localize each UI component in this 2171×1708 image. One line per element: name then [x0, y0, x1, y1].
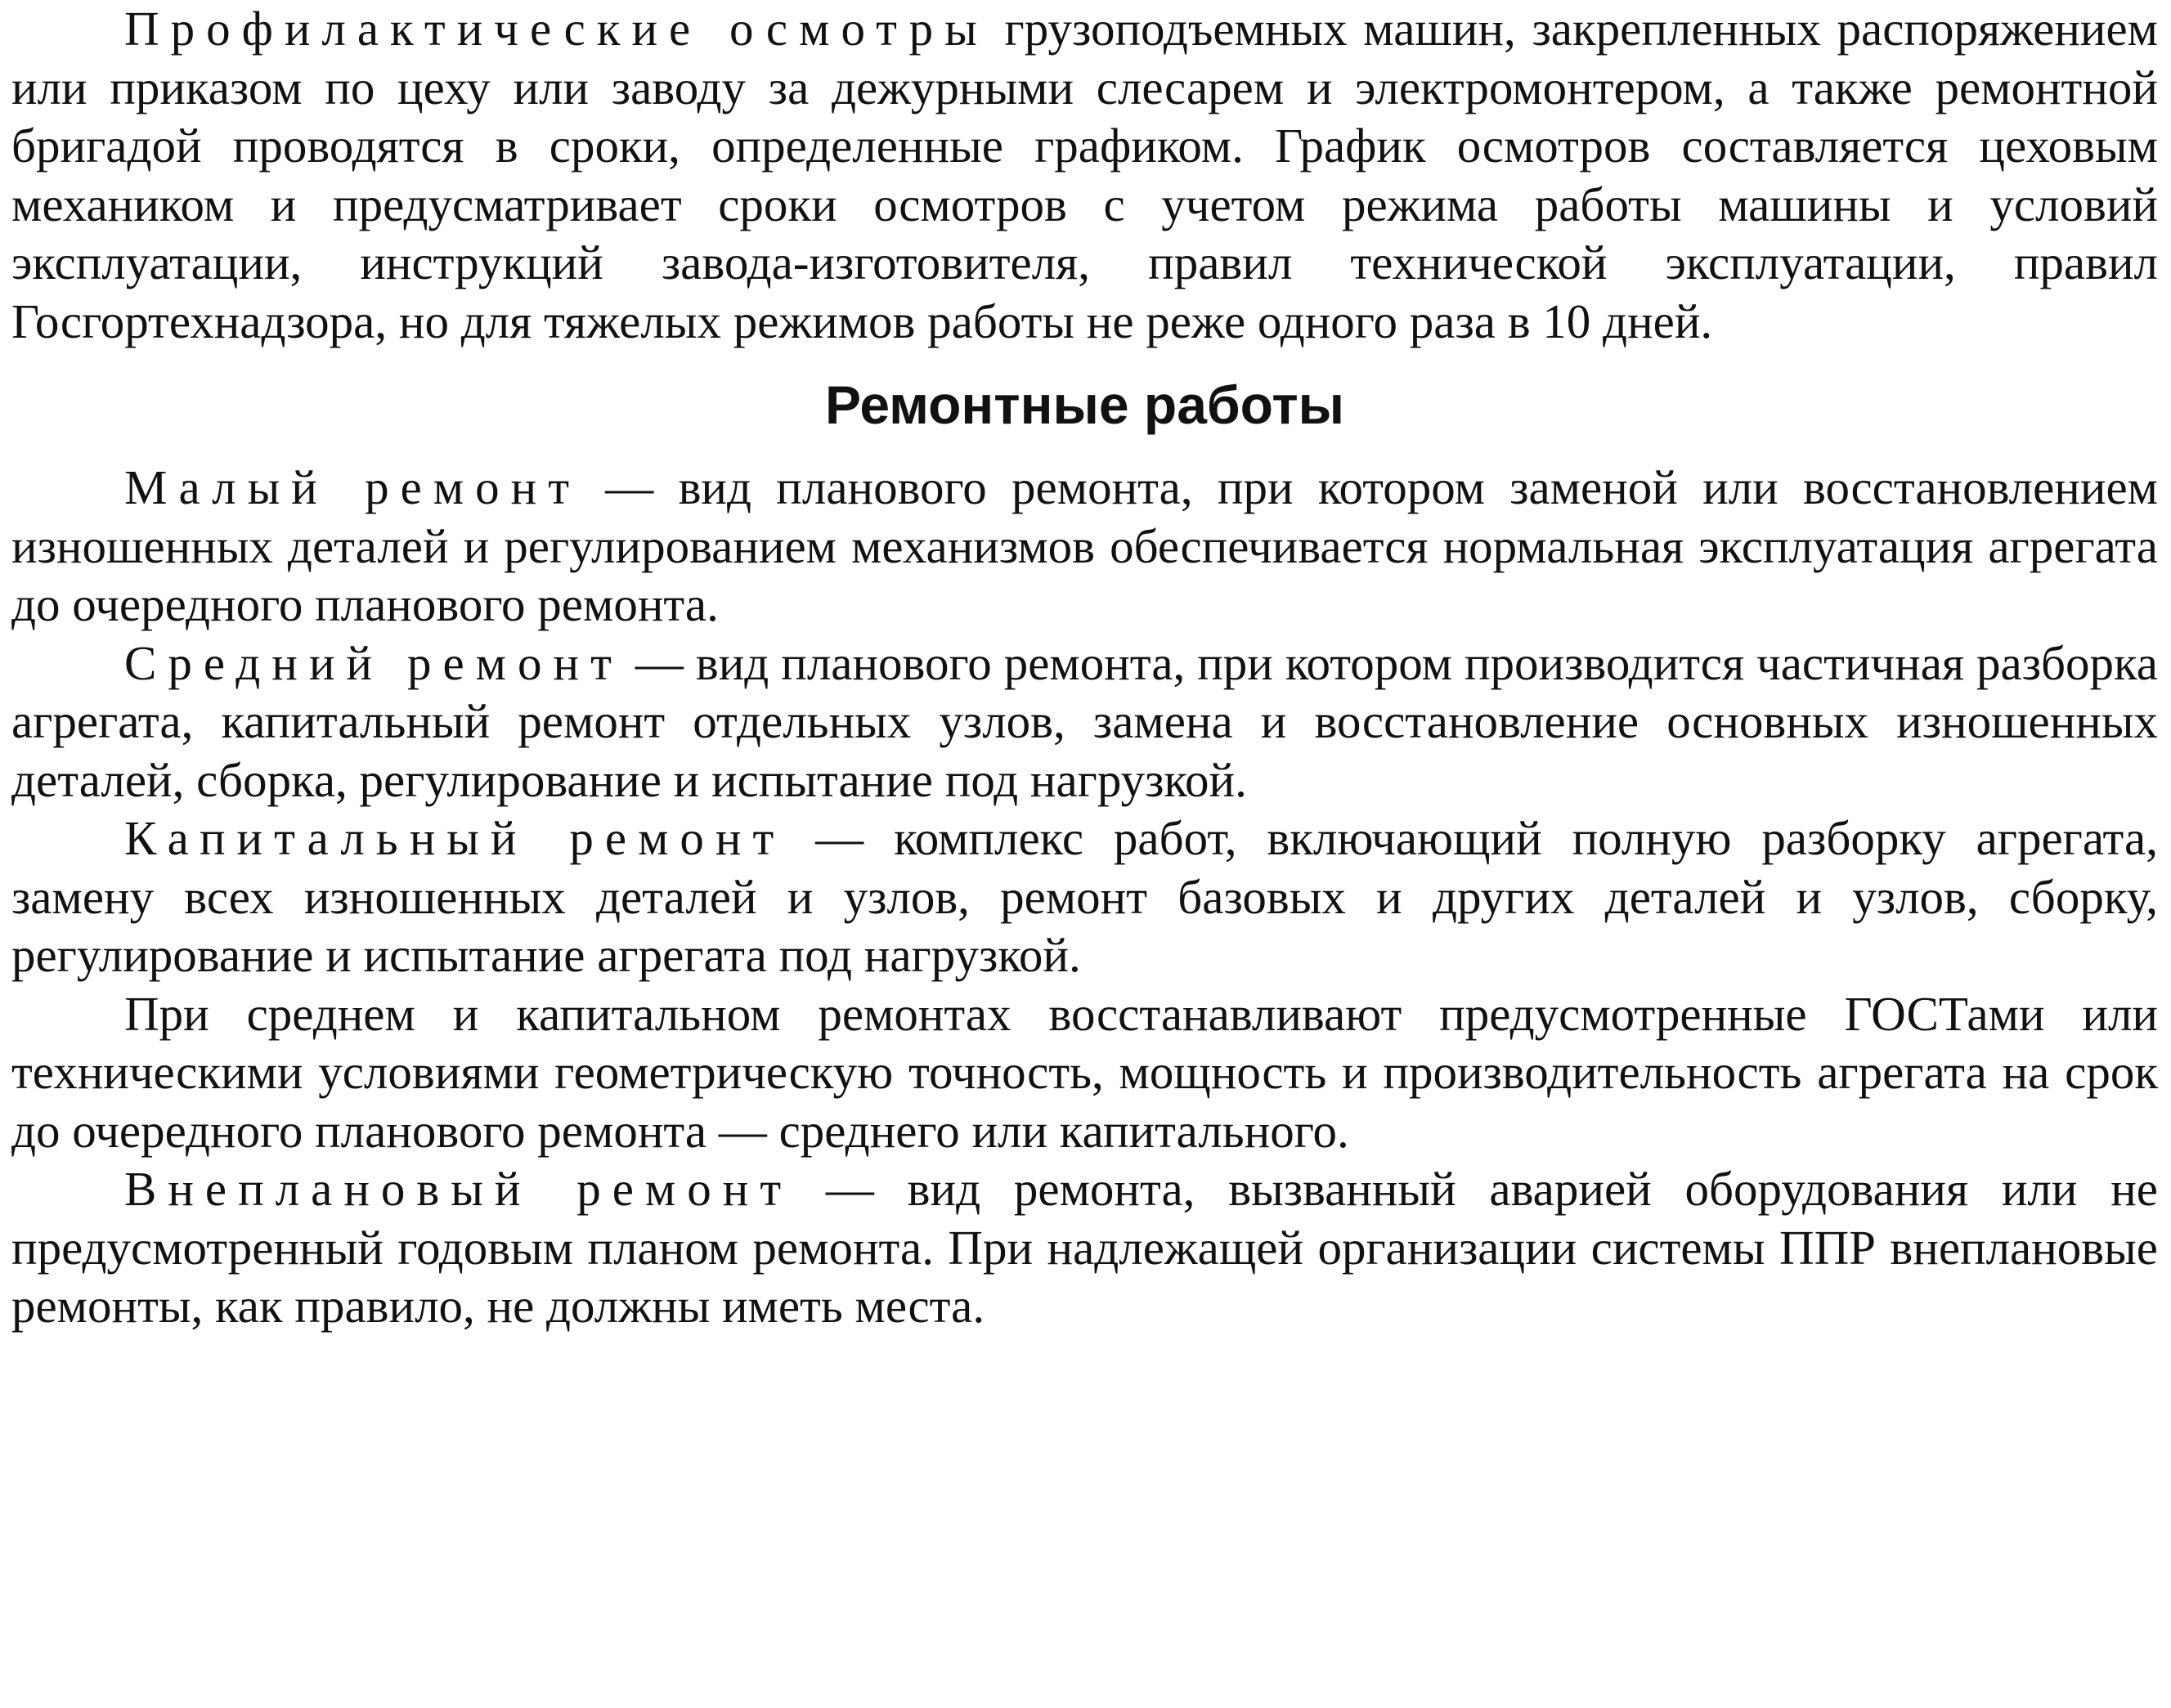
- term-capital-repair: Капитальный ремонт: [124, 811, 786, 865]
- section-heading: Ремонтные работы: [824, 374, 1345, 435]
- paragraph-capital-repair-text: — комплекс работ, включающий полную разборку агрегата, замену всех изношенных деталей и узлов, ремонт базовых и других деталей и узлов, сборку, регулирование и испытание агрегата под нагрузкой.: [11, 811, 2158, 982]
- paragraph-restoration-text: При среднем и капитальном ремонтах восстанавливают предусмотренные ГОСТами или техническими условиями геометрическую точность, мощность и производительность агрегата на срок до очередного планового ремонта — среднего или капитального.: [11, 986, 2158, 1158]
- document-page: [11, 0, 2158, 1336]
- paragraph-minor-repair-text: — вид планового ремонта, при котором заменой или восстановлением изношенных деталей и регулированием механизмов обеспечивается нормальная эксплуатация агрегата до очередного планового ремонта.: [11, 460, 2158, 631]
- term-minor-repair: Малый ремонт: [124, 460, 581, 514]
- term-medium-repair: Средний ремонт: [124, 635, 623, 690]
- paragraph-unplanned-repair-text: — вид ремонта, вызванный аварией оборудования или не предусмотренный годовым планом ремонта. При надлежащей организации системы ППР внеплановые ремонты, как правило, не должны иметь места.: [11, 1162, 2158, 1333]
- paragraph-inspections: [11, 0, 2158, 351]
- paragraph-minor-repair: [11, 459, 2158, 634]
- paragraph-medium-repair: [11, 634, 2158, 810]
- paragraph-capital-repair: [11, 809, 2158, 985]
- paragraph-unplanned-repair: [11, 1160, 2158, 1336]
- paragraph-restoration: [11, 985, 2158, 1161]
- paragraph-inspections-text: грузоподъемных машин, закрепленных распоряжением или приказом по цеху или заводу за дежурными слесарем и электромонтером, а также ремонтной бригадой проводятся в сроки, определенные графиком. График осмотров составляется цеховым механиком и предусматривает сроки осмотров с учетом режима работы машины и условий эксплуатации, инструкций завода-изготовителя, правил технической эксплуатации, правил Госгортехнадзора, но для тяжелых режимов работы не реже одного раза в 10 дней.: [11, 2, 2158, 348]
- term-inspections: Профилактические осмотры: [124, 2, 989, 56]
- term-unplanned-repair: Внеплановый ремонт: [124, 1162, 793, 1216]
- paragraph-medium-repair-text: — вид планового ремонта, при котором производится частичная разборка агрегата, капитальный ремонт отдельных узлов, замена и восстановление основных изношенных деталей, сборка, регулирование и испытание под нагрузкой.: [11, 635, 2158, 807]
